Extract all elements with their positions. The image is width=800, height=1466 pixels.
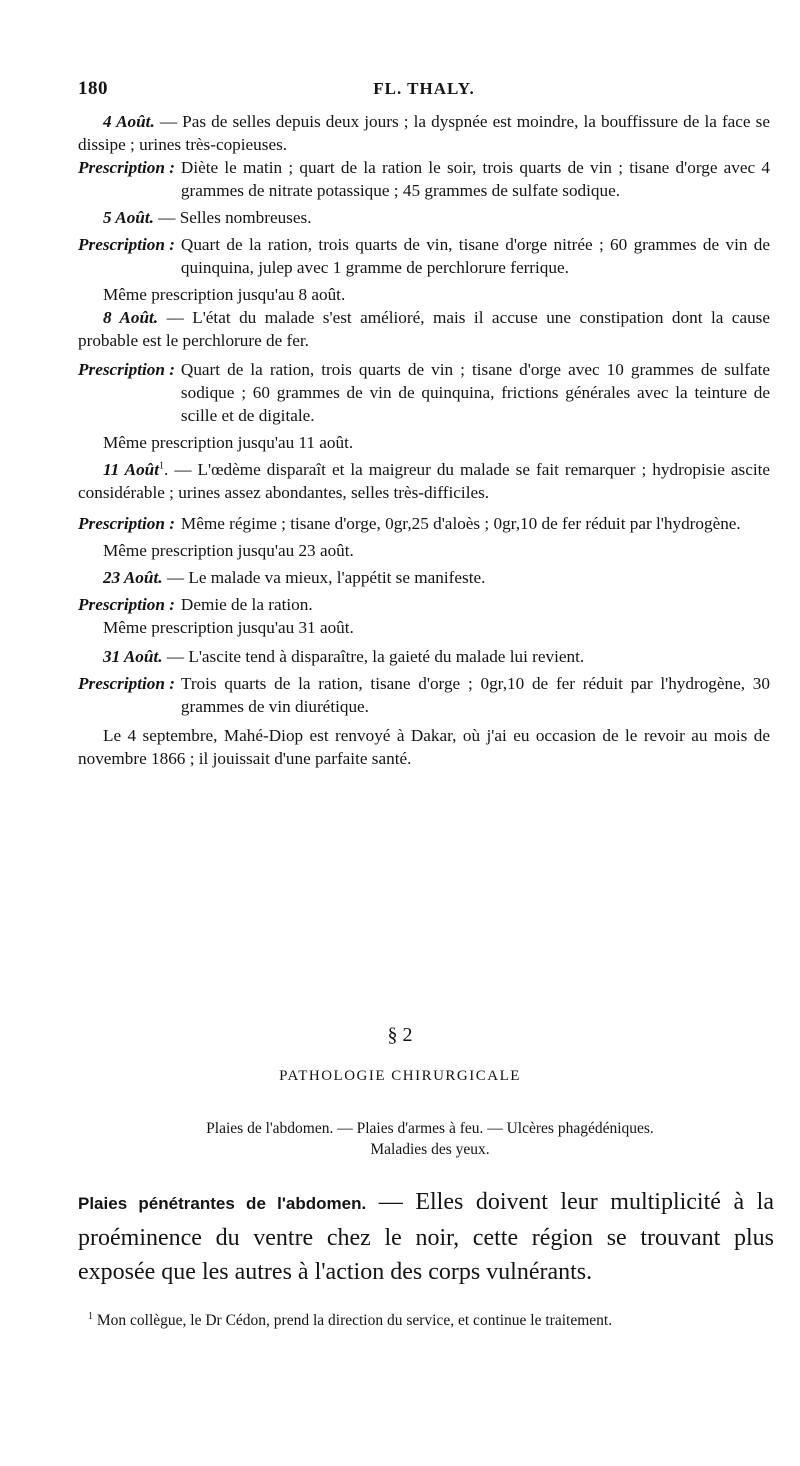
entry-date: 11 Août: [103, 460, 160, 479]
footnote-text: Mon collègue, le Dr Cédon, prend la direction du service, et continue le traitement.: [93, 1312, 613, 1329]
prescription-label: Prescription :: [78, 235, 175, 254]
lead-text: — Elles doivent leur multiplicité à la proéminence du ventre chez le noir, cette région se trouvant plus exposée que les autres à l'action des corps vulnérants.: [78, 1189, 774, 1285]
prescription-text: Diète le matin ; quart de la ration le soir, trois quarts de vin ; tisane d'orge avec 4 grammes de nitrate potassique ; 45 grammes de sulfate sodique.: [180, 158, 770, 200]
prescription-label: Prescription :: [78, 595, 175, 614]
entry-text: — Selles nombreuses.: [153, 208, 312, 227]
entry-text: . — L'œdème disparaît et la maigreur du malade se fait remarquer ; hydropisie ascite considérable ; urines assez abondantes, selles très-difficiles.: [78, 460, 771, 502]
lead-paragraph: [78, 1185, 774, 1289]
prescription-text: Même régime ; tisane d'orge, 0gr,25 d'aloès ; 0gr,10 de fer réduit par l'hydrogène.: [180, 514, 741, 533]
prescription-block: [78, 233, 770, 279]
footnote: [78, 1310, 770, 1331]
prescription-label: Prescription :: [78, 158, 175, 177]
subtopics-line: Maladies des yeux.: [370, 1141, 490, 1158]
page-number: 180: [78, 78, 108, 99]
closing-paragraph: Le 4 septembre, Mahé-Diop est renvoyé à Dakar, où j'ai eu occasion de le revoir au mois de novembre 1866 ; il jouissait d'une parfaite santé.: [78, 726, 770, 768]
entry-aug-23: [78, 566, 770, 589]
prescription-block: [78, 358, 770, 427]
prescription-text: Quart de la ration, trois quarts de vin, tisane d'orge nitrée ; 60 grammes de vin de quinquina, julep avec 1 gramme de perchlorure ferrique.: [180, 235, 770, 277]
entry-date: 8 Août.: [103, 308, 159, 327]
same-prescription-note: Même prescription jusqu'au 8 août.: [103, 285, 346, 304]
prescription-label: Prescription :: [78, 674, 175, 693]
entry-text: — L'ascite tend à disparaître, la gaieté du malade lui revient.: [162, 647, 585, 666]
case-journal: [78, 110, 770, 770]
prescription-block: [78, 512, 770, 535]
entry-date: 5 Août.: [103, 208, 154, 227]
section-title: PATHOLOGIE CHIRURGICALE: [279, 1068, 521, 1084]
prescription-block: [78, 593, 770, 616]
prescription-text: Trois quarts de la ration, tisane d'orge ; 0gr,10 de fer réduit par l'hydrogène, 30 grammes de vin diurétique.: [180, 674, 770, 716]
subtopics-line: Plaies de l'abdomen. — Plaies d'armes à feu. — Ulcères phagédéniques.: [206, 1120, 654, 1137]
entry-aug-31: [78, 645, 770, 668]
entry-aug-8: [78, 306, 770, 352]
same-prescription-note: Même prescription jusqu'au 31 août.: [103, 618, 354, 637]
section-mark: § 2: [387, 1024, 413, 1046]
prescription-block: [78, 156, 770, 202]
section-subtopics: [80, 1118, 780, 1160]
entry-text: — Le malade va mieux, l'appétit se manifeste.: [162, 568, 486, 587]
prescription-text: Demie de la ration.: [180, 595, 313, 614]
entry-date: 4 Août.: [103, 112, 155, 131]
entry-text: — Pas de selles depuis deux jours ; la dyspnée est moindre, la bouffissure de la face se dissipe ; urines très-copieuses.: [78, 112, 770, 154]
running-title: FL. THALY.: [373, 79, 475, 98]
footnote-ref: 1: [159, 460, 165, 472]
prescription-label: Prescription :: [78, 514, 175, 533]
prescription-block: [78, 672, 770, 718]
same-prescription-note: Même prescription jusqu'au 11 août.: [103, 433, 354, 452]
same-prescription-note: Même prescription jusqu'au 23 août.: [103, 541, 354, 560]
entry-aug-4: [78, 110, 770, 156]
page-header: [78, 74, 770, 104]
entry-date: 23 Août.: [103, 568, 163, 587]
entry-date: 31 Août.: [103, 647, 163, 666]
prescription-label: Prescription :: [78, 360, 175, 379]
lead-heading: Plaies pénétrantes de l'abdomen.: [78, 1194, 367, 1213]
footnote-marker: 1: [88, 1310, 93, 1322]
entry-aug-5: [78, 206, 770, 229]
prescription-text: Quart de la ration, trois quarts de vin ; tisane d'orge avec 10 grammes de sulfate sodique ; 60 grammes de vin de quinquina, frictions générales avec la teinture de scille et de digitale.: [180, 360, 770, 425]
entry-text: — L'état du malade s'est amélioré, mais il accuse une constipation dont la cause probable est le perchlorure de fer.: [78, 308, 770, 350]
entry-aug-11: [78, 458, 770, 504]
